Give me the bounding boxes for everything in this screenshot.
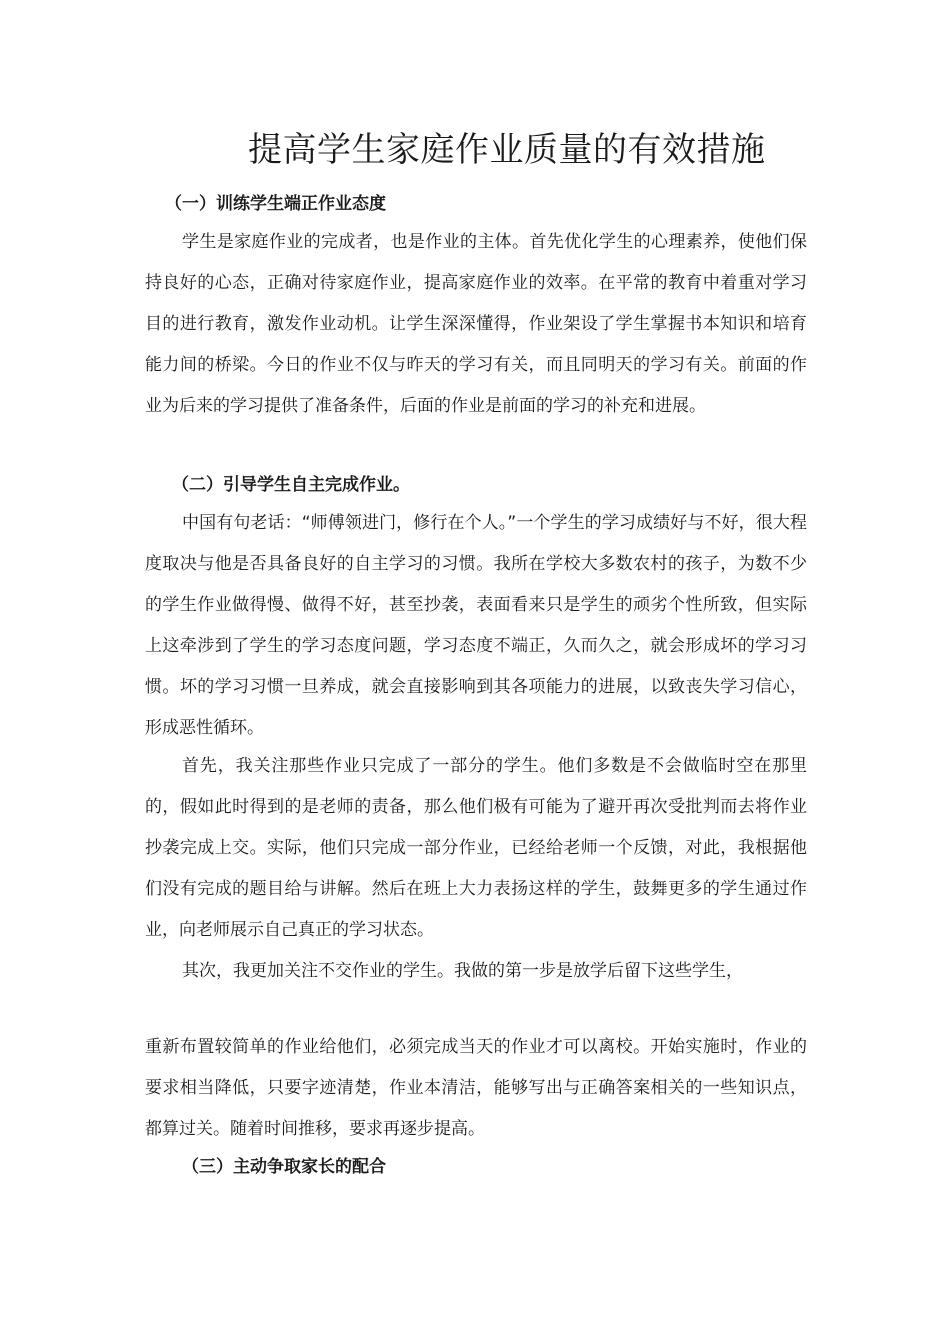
section-2-paragraph-1: 中国有句老话：“师傅领进门，修行在个人。”一个学生的学习成绩好与不好，很大程度取决与他是否具备良好的自主学习的习惯。我所在学校大多数农村的孩子，为数不少的学生作业做得慢、做得不好，甚至抄袭，表面看来只是学生的顽劣个性所致，但实际上这牵涉到了学生的学习态度问题，学习态度不端正，久而久之，就会形成坏的学习习惯。坏的学习习惯一旦养成，就会直接影响到其各项能力的进展，以致丧失学习信心，形成恶性循环。 bbox=[145, 513, 807, 738]
section-2-paragraph-3-continued: 重新布置较简单的作业给他们，必须完成当天的作业才可以离校。开始实施时，作业的要求相当降低，只要字迹清楚，作业本清洁，能够写出与正确答案相关的一些知识点，都算过关。随着时间推移，要求再逐步提高。 bbox=[145, 1037, 807, 1139]
section-2-paragraph-2: 首先，我关注那些作业只完成了一部分的学生。他们多数是不会做临时空在那里的，假如此时得到的是老师的责备，那么他们极有可能为了避开再次受批判而去将作业抄袭完成上交。实际，他们只完成一部分作业，已经给老师一个反馈，对此，我根据他们没有完成的题目给与讲解。然后在班上大力表扬这样的学生，鼓舞更多的学生通过作业，向老师展示自己真正的学习状态。 bbox=[145, 756, 807, 940]
section-heading-1: （一）训练学生端正作业态度 bbox=[165, 194, 386, 214]
section-heading-2: （二）引导学生自主完成作业。 bbox=[172, 475, 410, 495]
section-2-paragraph-3: 其次，我更加关注不交作业的学生。我做的第一步是放学后留下这些学生， bbox=[182, 961, 743, 981]
section-heading-3: （三）主动争取家长的配合 bbox=[182, 1157, 386, 1177]
section-1-paragraph: 学生是家庭作业的完成者，也是作业的主体。首先优化学生的心理素养，使他们保持良好的心态，正确对待家庭作业，提高家庭作业的效率。在平常的教育中着重对学习目的进行教育，激发作业动机。让学生深深懂得，作业架设了学生掌握书本知识和培育能力间的桥梁。今日的作业不仅与昨天的学习有关，而且同明天的学习有关。前面的作业为后来的学习提供了准备条件，后面的作业是前面的学习的补充和进展。 bbox=[145, 232, 807, 416]
document-title: 提高学生家庭作业质量的有效措施 bbox=[248, 130, 766, 170]
